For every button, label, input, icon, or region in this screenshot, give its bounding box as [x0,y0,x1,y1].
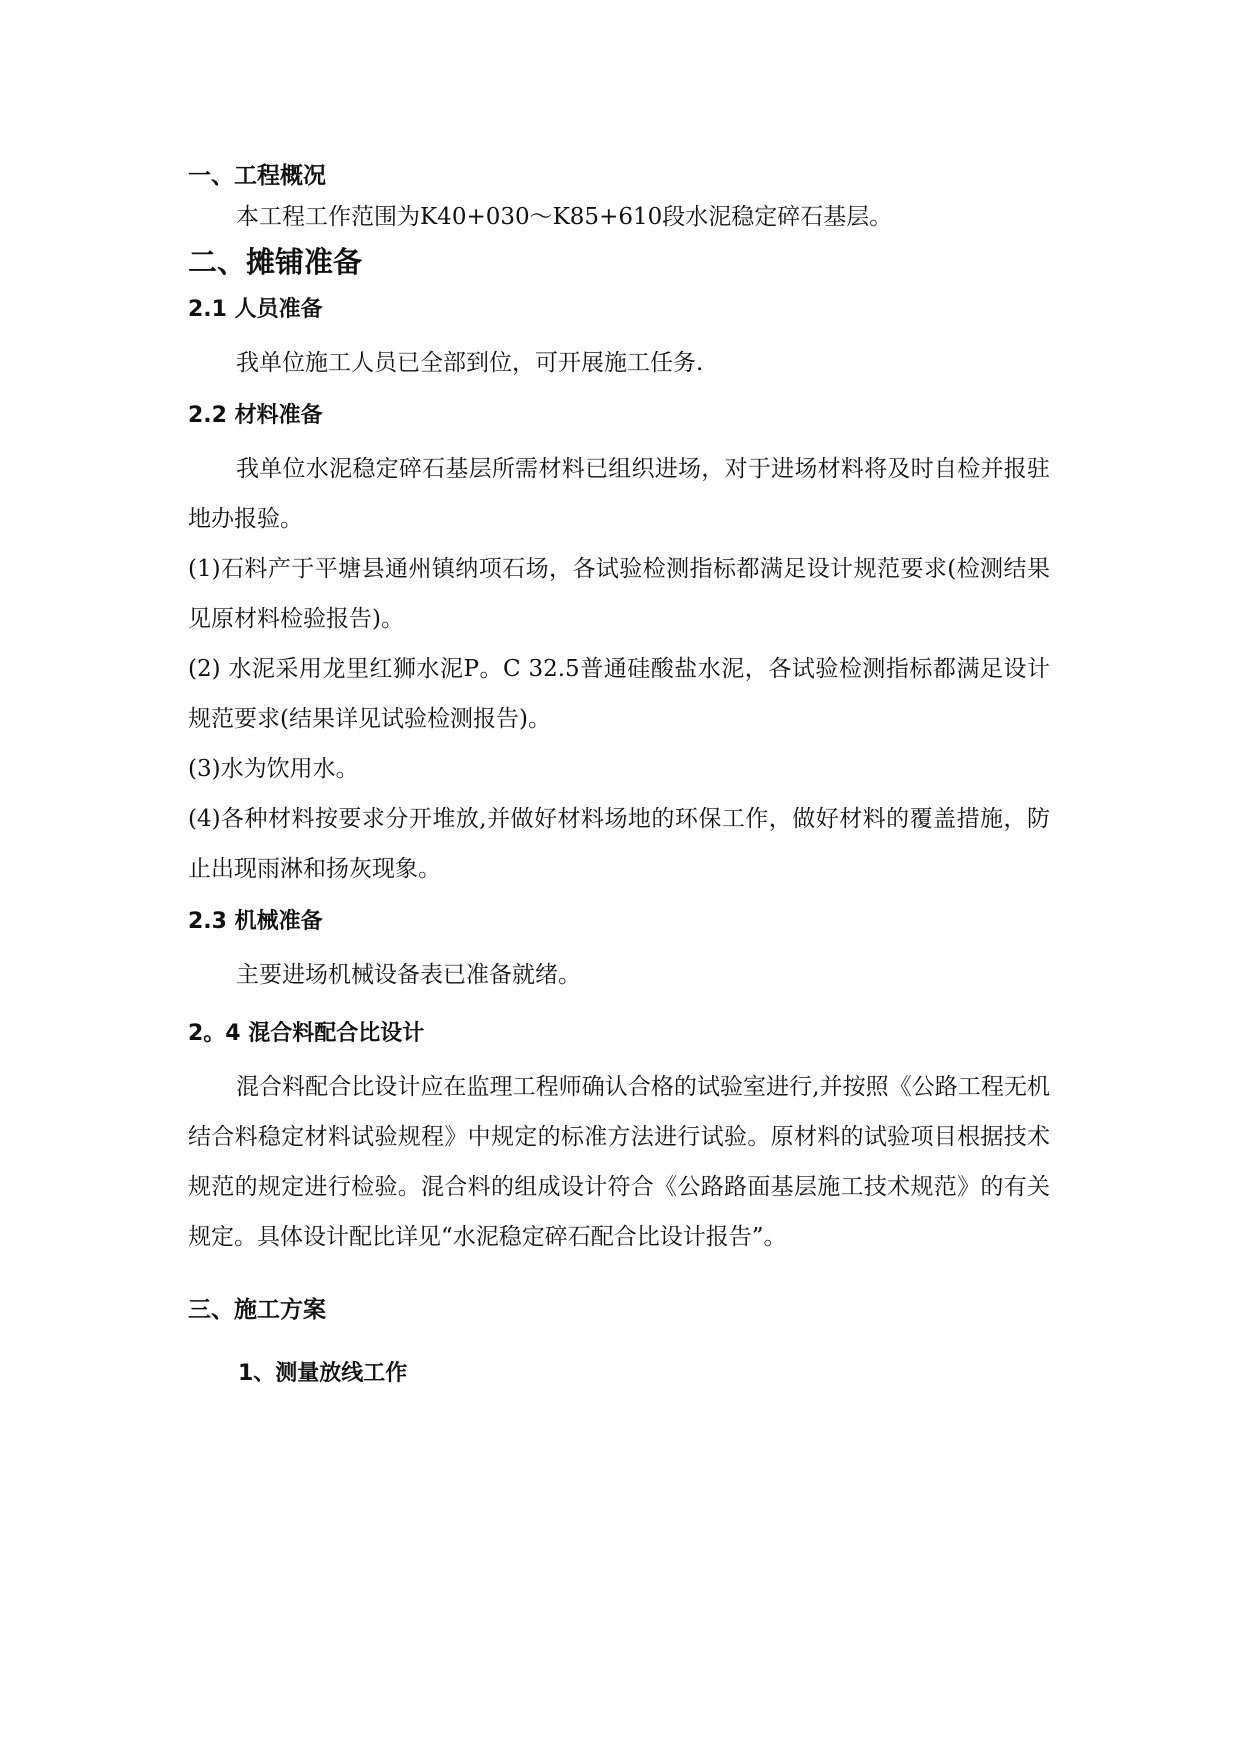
spacer [188,938,1050,950]
subsection-2-4-heading: 2。4 混合料配合比设计 [188,1021,425,1046]
subsection-2-2-paragraph: 我单位水泥稳定碎石基层所需材料已组织进场，对于进场材料将及时自检并报驻地办报验。 [188,456,1050,532]
spacer [188,1000,1050,1018]
spacer [188,432,1050,444]
spacer [188,388,1050,400]
list-item: (4)各种材料按要求分开堆放,并做好材料场地的环保工作，做好材料的覆盖措施，防止出现雨淋和扬灰现象。 [188,806,1050,882]
subsection-2-1-heading: 2.1 人员准备 [188,297,323,322]
subsection-2-2-heading: 2.2 材料准备 [188,403,323,428]
section-3-heading: 三、施工方案 [188,1297,326,1323]
spacer [188,1050,1050,1062]
spacer [188,1326,1050,1358]
list-item: (1)石料产于平塘县通州镇纳项石场，各试验检测指标都满足设计规范要求(检测结果见原材料检验报告)。 [188,556,1050,632]
document-body [188,160,1050,1390]
section-2-heading: 二、摊铺准备 [188,245,363,279]
list-item: (2) 水泥采用龙里红狮水泥P。C 32.5普通硅酸盐水泥，各试验检测指标都满足设计规范要求(结果详见试验检测报告)。 [188,656,1050,732]
list-item: (3)水为饮用水。 [188,756,359,782]
spacer [188,282,1050,294]
spacer [188,326,1050,338]
spacer [188,894,1050,906]
subsection-2-3-paragraph: 主要进场机械设备表已准备就绪。 [236,962,581,988]
spacer [188,1262,1050,1294]
subsection-2-4-paragraph: 混合料配合比设计应在监理工程师确认合格的试验室进行,并按照《公路工程无机结合料稳定材料试验规程》中规定的标准方法进行试验。原材料的试验项目根据技术规范的规定进行检验。混合料的组成设计符合《公路路面基层施工技术规范》的有关规定。具体设计配比详见“水泥稳定碎石配合比设计报告”。 [188,1074,1050,1250]
section-3-1-heading: 1、测量放线工作 [238,1361,408,1386]
subsection-2-1-paragraph: 我单位施工人员已全部到位，可开展施工任务. [236,350,704,376]
section-1-paragraph: 本工程工作范围为K40+030～K85+610段水泥稳定碎石基层。 [236,204,893,230]
section-1-heading: 一、工程概况 [188,163,326,189]
subsection-2-3-heading: 2.3 机械准备 [188,909,323,934]
